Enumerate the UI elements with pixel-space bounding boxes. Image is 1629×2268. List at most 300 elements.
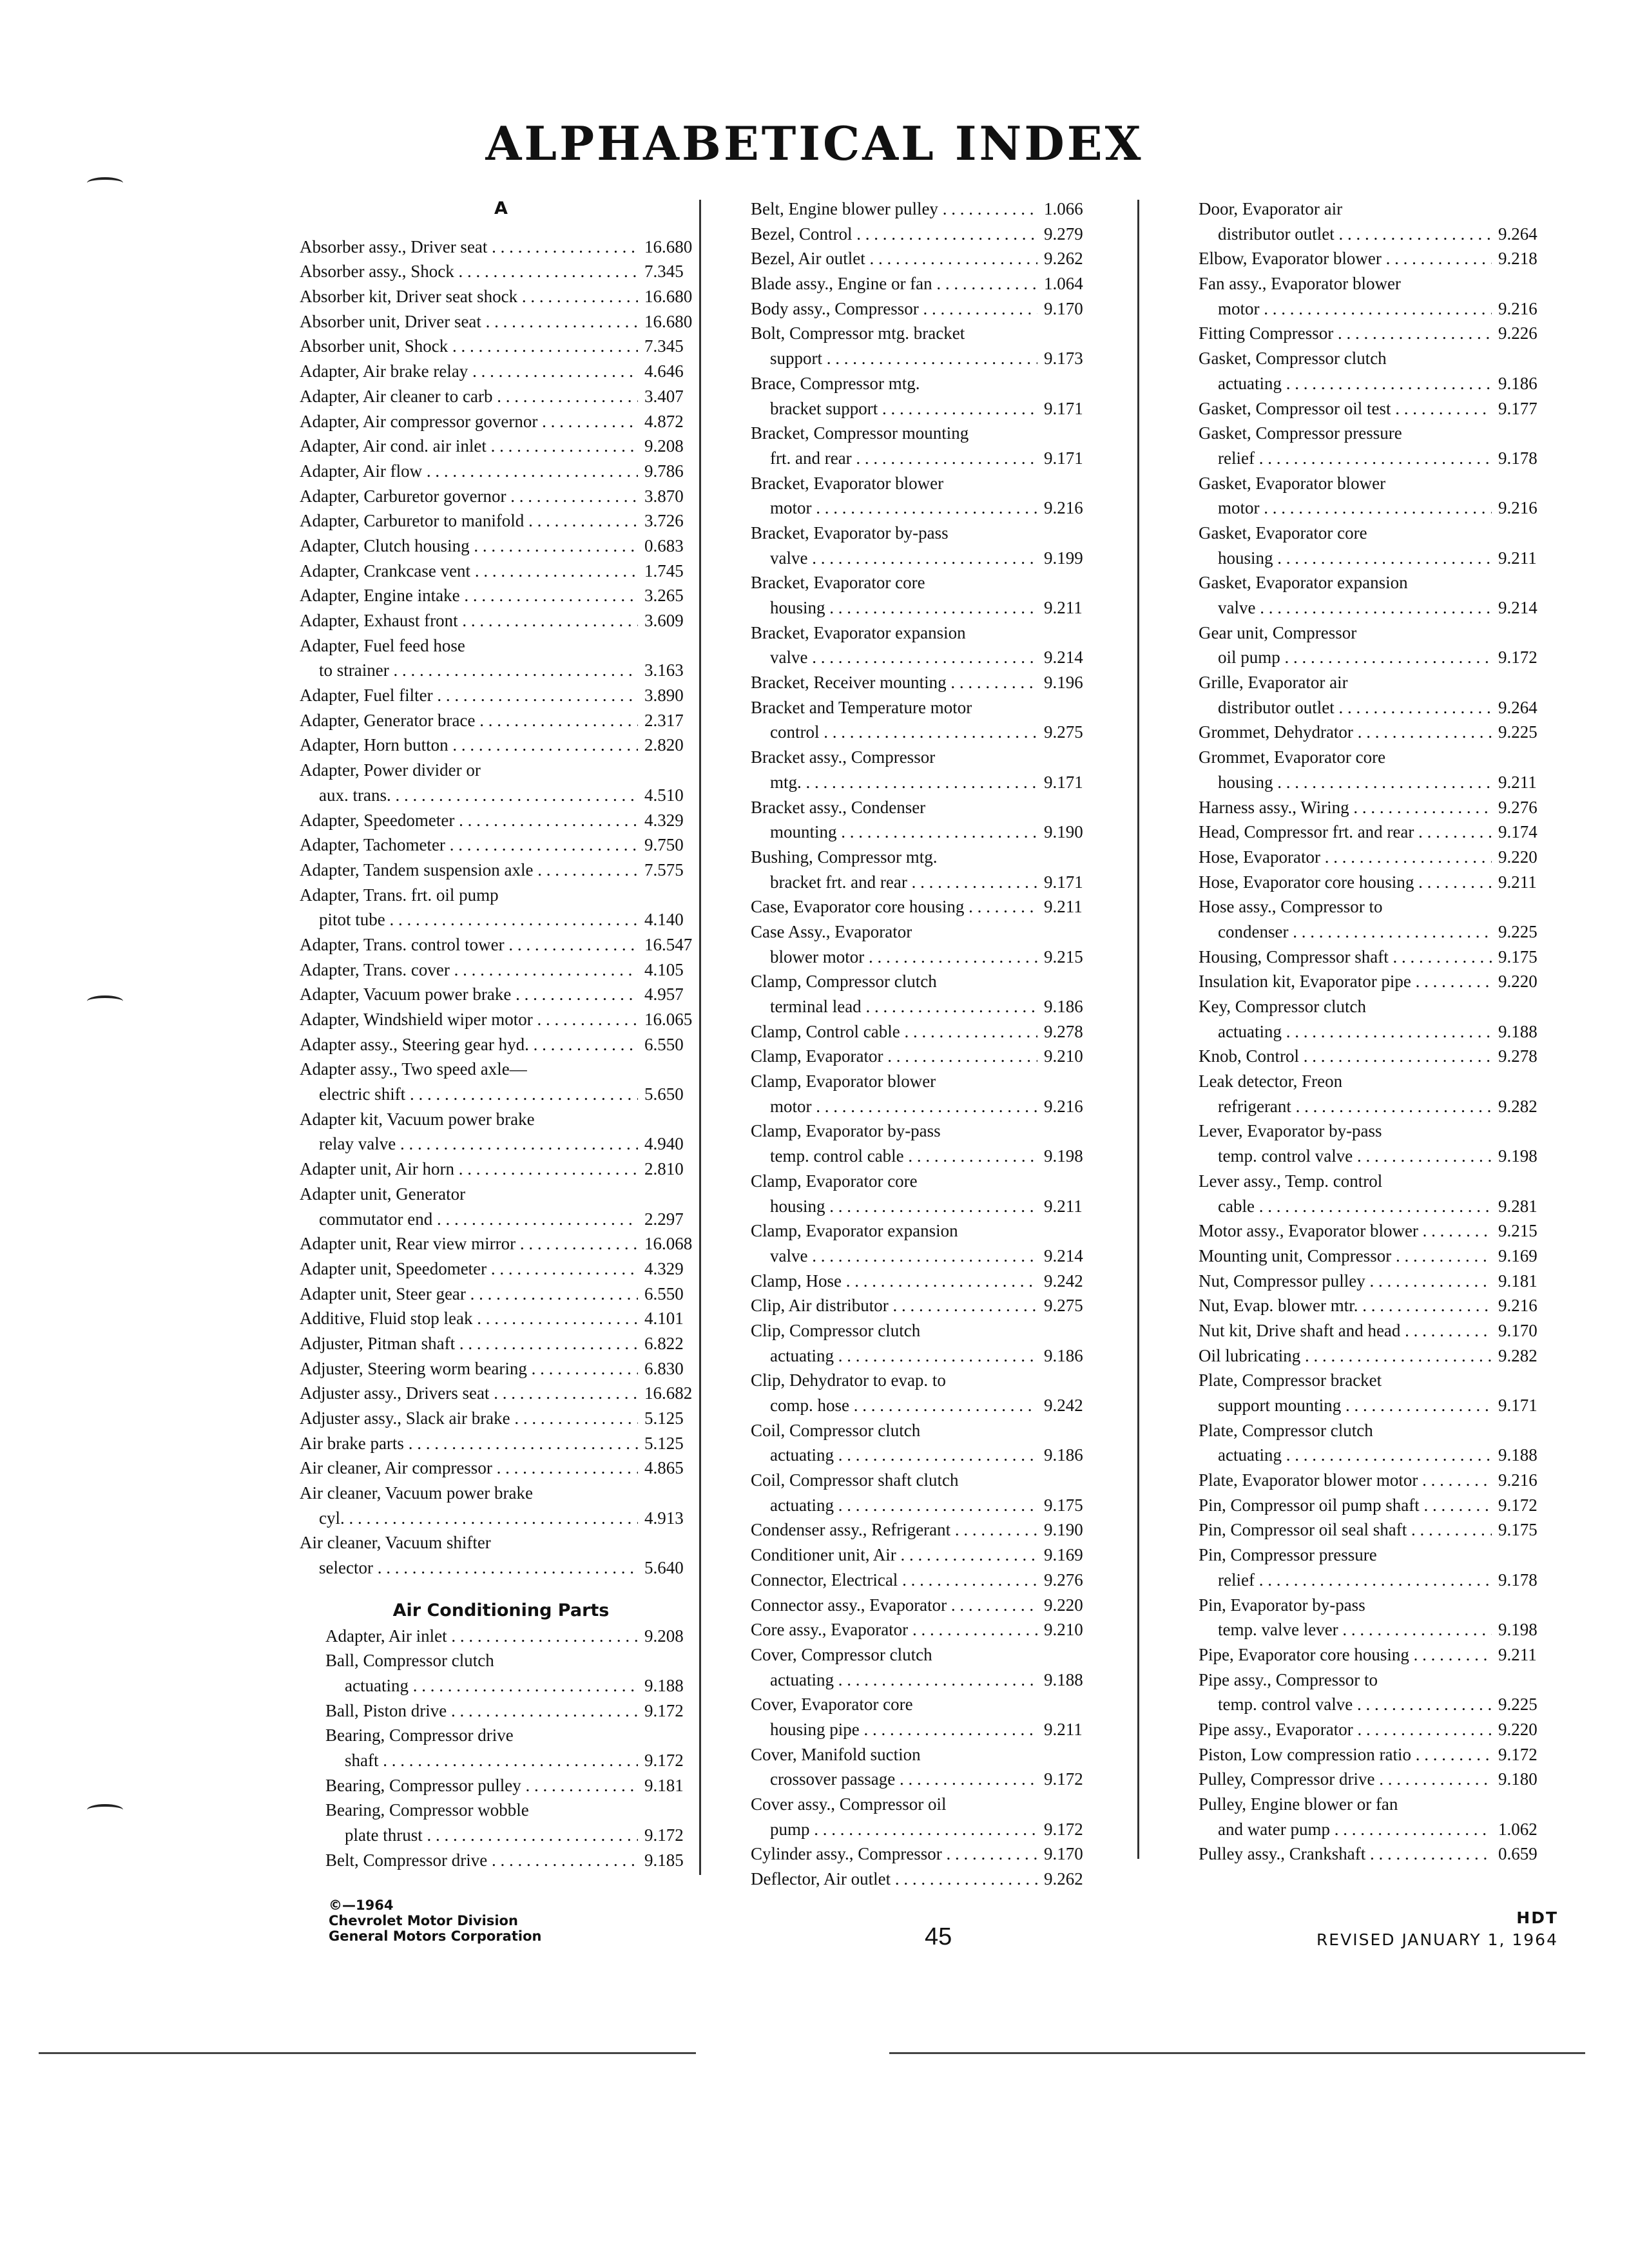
index-entry-continuation: actuating . . . [751, 1343, 1037, 1369]
index-entry-page: 9.188 [1498, 1021, 1537, 1041]
index-entry [751, 1144, 1105, 1169]
index-entry [300, 259, 702, 284]
index-entry-name: Clamp, Compressor clutch [751, 972, 937, 992]
index-entry-page: 9.216 [1498, 1296, 1537, 1316]
index-entry-page: 9.211 [1498, 772, 1537, 792]
section-subheading: Air Conditioning Parts [392, 1600, 610, 1620]
index-entry-name: Pulley, Compressor drive . . . [1199, 1767, 1492, 1792]
index-entry [300, 1306, 702, 1331]
index-entry-name: Bracket, Evaporator by-pass [751, 523, 949, 543]
index-entry-name: Adapter, Horn button . . . [300, 733, 638, 758]
index-entry-continuation: housing . . . [751, 1194, 1037, 1219]
index-entry-name: Hose, Evaporator core housing . . . [1199, 870, 1492, 895]
index-entry-page: 4.510 [644, 785, 684, 805]
index-entry-continuation: aux. trans. . . . [300, 783, 638, 808]
index-entry-continuation: motor . . . [751, 495, 1037, 521]
index-entry-name: Adapter, Trans. control tower . . . [300, 932, 638, 957]
index-entry-page: 9.170 [1498, 1320, 1537, 1340]
index-entry [1199, 495, 1559, 521]
index-entry-name: Bezel, Air outlet . . . [751, 246, 1037, 271]
index-entry [751, 1817, 1105, 1842]
index-entry-page: 7.345 [644, 336, 684, 356]
bottom-rule [39, 2052, 696, 2054]
index-entry-name: Absorber assy., Shock . . . [300, 259, 638, 284]
index-entry-page: 9.180 [1498, 1769, 1537, 1789]
index-entry-name: Adapter, Engine intake . . . [300, 583, 638, 608]
index-entry-page: 5.125 [644, 1408, 684, 1428]
index-entry [751, 1568, 1105, 1593]
index-entry-name: Gasket, Compressor pressure [1199, 423, 1402, 443]
index-entry [751, 197, 1105, 222]
index-entry-name: Pipe assy., Compressor to [1199, 1669, 1378, 1689]
index-entry-name: Grommet, Dehydrator . . . [1199, 720, 1492, 745]
index-entry-continuation: support mounting . . . [1199, 1393, 1492, 1418]
index-entry-name: Air cleaner, Vacuum power brake [300, 1483, 534, 1503]
index-entry-continuation: motor . . . [1199, 495, 1492, 521]
index-entry-page: 9.188 [644, 1675, 684, 1695]
corporation-name: General Motors Corporation [329, 1928, 542, 1944]
index-entry [1199, 945, 1559, 970]
index-entry-name: Pipe assy., Evaporator . . . [1199, 1717, 1492, 1742]
index-entry-name: Ball, Compressor clutch [325, 1651, 494, 1671]
index-entry-continuation: support . . . [751, 346, 1037, 371]
index-entry [751, 1393, 1105, 1418]
index-entry-page: 9.242 [1044, 1271, 1083, 1291]
index-entry-page: 9.220 [1498, 972, 1537, 992]
index-entry-page: 9.208 [644, 436, 684, 456]
index-entry-page: 9.216 [1498, 1470, 1537, 1490]
index-entry-continuation: actuating . . . [751, 1443, 1037, 1468]
index-entry-page: 9.171 [1044, 398, 1083, 418]
index-entry-continuation: distributor outlet . . . [1199, 222, 1492, 247]
index-entry [300, 1555, 702, 1581]
index-entry-page: 9.172 [644, 1700, 684, 1720]
index-entry-name: Bearing, Compressor wobble [325, 1800, 529, 1820]
index-entry [1199, 845, 1559, 870]
index-entry-name: Absorber assy., Driver seat . . . [300, 235, 638, 260]
index-entry [300, 1231, 702, 1256]
index-entry-page: 16.680 [644, 311, 693, 331]
index-entry-page: 9.215 [1498, 1221, 1537, 1241]
index-entry-page: 4.913 [644, 1508, 684, 1528]
index-entry-continuation: valve . . . [1199, 595, 1492, 620]
index-entry-page: 7.575 [644, 860, 684, 879]
index-entry-name: Air cleaner, Vacuum shifter [300, 1533, 491, 1553]
index-entry-page: 2.297 [644, 1209, 684, 1229]
index-entry-continuation: valve . . . [751, 546, 1037, 571]
index-entry [751, 495, 1105, 521]
index-entry-page: 16.680 [644, 236, 693, 256]
index-entry-name: Plate, Compressor clutch [1199, 1420, 1373, 1440]
index-entry-name: Adapter unit, Speedometer . . . [300, 1256, 638, 1282]
index-entry-continuation: crossover passage . . . [751, 1767, 1037, 1792]
index-entry-page: 9.218 [1498, 249, 1537, 269]
index-entry-page: 1.064 [1044, 274, 1083, 294]
index-entry-continuation: housing . . . [751, 595, 1037, 620]
index-entry [751, 645, 1105, 670]
index-entry-name: Adjuster assy., Drivers seat . . . [300, 1381, 638, 1406]
index-entry [1199, 1617, 1559, 1642]
index-entry [751, 446, 1105, 471]
index-entry-name: Cover, Evaporator core [751, 1695, 913, 1715]
index-entry-name: Nut kit, Drive shaft and head . . . [1199, 1318, 1492, 1343]
index-entry-page: 9.262 [1044, 1869, 1083, 1889]
section-letter: A [494, 198, 508, 218]
index-entry [751, 346, 1105, 371]
index-entry-name: Clamp, Hose . . . [751, 1269, 1037, 1294]
index-entry-continuation: actuating . . . [1199, 1019, 1492, 1044]
index-entry-page: 9.220 [1498, 847, 1537, 867]
index-entry [300, 858, 702, 883]
index-entry-page: 9.178 [1498, 1570, 1537, 1590]
index-entry-name: Bearing, Compressor drive [325, 1725, 514, 1745]
index-entry [300, 484, 702, 509]
index-entry-continuation: to strainer . . . [300, 658, 638, 683]
index-entry [751, 1542, 1105, 1568]
index-entry-name: Mounting unit, Compressor . . . [1199, 1244, 1492, 1269]
index-entry [300, 1381, 702, 1406]
index-entry [1199, 1742, 1559, 1767]
index-entry [300, 1032, 702, 1057]
index-entry-page: 9.214 [1044, 1245, 1083, 1265]
index-entry-name: Adapter, Air cond. air inlet . . . [300, 434, 638, 459]
index-entry-page: 9.276 [1044, 1570, 1083, 1590]
index-column-2 [751, 197, 1105, 1892]
index-entry-page: 3.890 [644, 686, 684, 706]
index-entry-page: 9.210 [1044, 1620, 1083, 1640]
index-entry [300, 1082, 702, 1107]
index-entry-page: 9.174 [1498, 822, 1537, 842]
index-entry [751, 870, 1105, 895]
index-entry-page: 9.172 [644, 1825, 684, 1845]
index-entry [300, 907, 702, 932]
index-entry-page: 16.547 [644, 934, 693, 954]
index-entry-continuation: pitot tube . . . [300, 907, 638, 932]
index-entry-page: 4.101 [644, 1309, 684, 1329]
binder-hole-mark [87, 1804, 123, 1816]
index-entry-page: 9.186 [1044, 1445, 1083, 1465]
index-entry [300, 583, 702, 608]
index-entry-name: Adapter, Vacuum power brake . . . [300, 982, 638, 1007]
index-entry-continuation: actuating . . . [1199, 1443, 1492, 1468]
index-entry-page: 5.125 [644, 1433, 684, 1453]
index-list [1199, 197, 1559, 1867]
revision-block [1316, 1907, 1558, 1951]
index-entry-page: 9.226 [1498, 323, 1537, 343]
index-entry-page: 3.163 [644, 660, 684, 680]
index-entry-name: Insulation kit, Evaporator pipe . . . [1199, 969, 1492, 994]
index-entry-name: Case Assy., Evaporator [751, 921, 912, 941]
index-entry-page: 3.265 [644, 586, 684, 606]
index-entry-page: 9.190 [1044, 822, 1083, 842]
index-entry [300, 1282, 702, 1307]
index-entry-continuation: motor . . . [751, 1094, 1037, 1119]
index-entry-name: Lever assy., Temp. control [1199, 1171, 1383, 1191]
index-entry-continuation: selector . . . [300, 1555, 638, 1581]
index-entry [1199, 222, 1559, 247]
index-entry [300, 683, 702, 708]
index-entry-page: 9.198 [1498, 1146, 1537, 1166]
index-entry-page: 6.550 [644, 1034, 684, 1054]
index-entry-name: Condenser assy., Refrigerant . . . [751, 1517, 1037, 1542]
index-entry-page: 3.609 [644, 611, 684, 630]
index-entry [751, 595, 1105, 620]
index-entry-name: Adapter unit, Rear view mirror . . . [300, 1231, 638, 1256]
index-entry-page: 3.407 [644, 386, 684, 406]
index-entry-page: 9.210 [1044, 1046, 1083, 1066]
index-entry-name: Plate, Evaporator blower motor . . . [1199, 1468, 1492, 1493]
index-entry [1199, 1517, 1559, 1542]
index-entry-name: Adapter, Air flow . . . [300, 459, 638, 484]
index-entry-page: 9.216 [1498, 298, 1537, 318]
index-entry-page: 9.175 [1044, 1495, 1083, 1515]
index-entry-name: Blade assy., Engine or fan . . . [751, 271, 1037, 296]
index-entry-page: 9.178 [1498, 448, 1537, 468]
index-entry-name: Adapter unit, Air horn . . . [300, 1157, 638, 1182]
index-entry-page: 4.329 [644, 810, 684, 830]
manual-code: HDT [1516, 1908, 1558, 1927]
index-entry [1199, 546, 1559, 571]
index-entry-page: 9.220 [1498, 1719, 1537, 1739]
index-entry [300, 1456, 702, 1481]
index-entry-name: Harness assy., Wiring . . . [1199, 795, 1492, 820]
page-number: 45 [925, 1923, 952, 1950]
index-entry-page: 9.216 [1044, 1096, 1083, 1116]
index-entry-name: Additive, Fluid stop leak . . . [300, 1306, 638, 1331]
page-title: ALPHABETICAL INDEX [485, 116, 1144, 171]
index-entry-name: Knob, Control . . . [1199, 1044, 1492, 1069]
index-entry-continuation: mounting . . . [751, 820, 1037, 845]
index-entry-name: Adapter unit, Generator [300, 1184, 466, 1204]
index-entry-continuation: actuating . . . [751, 1667, 1037, 1693]
index-entry-page: 9.171 [1044, 448, 1083, 468]
index-entry-continuation: housing . . . [1199, 546, 1492, 571]
index-entry-page: 9.185 [644, 1850, 684, 1870]
index-entry-continuation: bracket frt. and rear . . . [751, 870, 1037, 895]
index-entry-page: 9.190 [1044, 1520, 1083, 1540]
index-entry-name: Adapter, Crankcase vent . . . [300, 559, 638, 584]
index-entry-page: 5.650 [644, 1084, 684, 1104]
index-entry-continuation: valve . . . [751, 645, 1037, 670]
index-entry-continuation: relay valve . . . [300, 1131, 638, 1157]
index-entry-name: Adapter, Generator brace . . . [300, 708, 638, 733]
index-entry-name: Housing, Compressor shaft . . . [1199, 945, 1492, 970]
index-entry [300, 384, 702, 409]
index-entry [300, 409, 702, 434]
index-entry-name: Brace, Compressor mtg. [751, 373, 920, 393]
index-entry-name: Oil lubricating . . . [1199, 1343, 1492, 1369]
index-entry [300, 1207, 702, 1232]
index-entry [751, 271, 1105, 296]
index-entry-continuation: motor . . . [1199, 296, 1492, 322]
index-entry [325, 1748, 702, 1773]
index-entry-page: 9.264 [1498, 697, 1537, 717]
index-entry-name: Belt, Compressor drive . . . [325, 1848, 638, 1873]
index-entry [1199, 371, 1559, 396]
index-entry-name: Piston, Low compression ratio . . . [1199, 1742, 1492, 1767]
index-entry-page: 9.220 [1044, 1595, 1083, 1615]
index-entry-continuation: plate thrust . . . [325, 1823, 638, 1848]
index-entry-page: 9.211 [1044, 1719, 1083, 1739]
index-entry [1199, 870, 1559, 895]
index-entry-continuation: actuating . . . [751, 1493, 1037, 1518]
index-entry-name: Adapter, Speedometer . . . [300, 808, 638, 833]
index-entry-continuation: blower motor . . . [751, 945, 1037, 970]
index-entry [1199, 795, 1559, 820]
index-entry [300, 1157, 702, 1182]
index-entry [300, 334, 702, 359]
index-entry [751, 222, 1105, 247]
index-entry-name: Bolt, Compressor mtg. bracket [751, 323, 965, 343]
index-entry [325, 1848, 702, 1873]
index-entry [300, 733, 702, 758]
index-entry [1199, 770, 1559, 795]
index-entry [300, 508, 702, 533]
index-entry-name: Connector, Electrical . . . [751, 1568, 1037, 1593]
index-entry-name: Clamp, Control cable . . . [751, 1019, 1037, 1044]
index-entry [1199, 969, 1559, 994]
index-entry [751, 396, 1105, 421]
index-entry-name: Adapter, Air compressor governor . . . [300, 409, 638, 434]
copyright-year: ©—1964 [329, 1898, 394, 1913]
index-entry-name: Pin, Compressor oil pump shaft . . . [1199, 1493, 1492, 1518]
index-column-3 [1199, 197, 1559, 1867]
index-entry-page: 16.682 [644, 1383, 693, 1403]
index-entry-continuation: temp. control valve . . . [1199, 1692, 1492, 1717]
index-entry-page: 9.172 [1044, 1819, 1083, 1839]
index-entry-name: Bracket assy., Compressor [751, 747, 936, 767]
index-entry-page: 6.550 [644, 1283, 684, 1303]
index-entry-name: Fan assy., Evaporator blower [1199, 274, 1401, 294]
index-entry-page: 4.646 [644, 361, 684, 381]
index-entry [751, 1244, 1105, 1269]
index-entry-page: 9.279 [1044, 224, 1083, 244]
index-entry [1199, 1692, 1559, 1717]
index-entry-name: Hose assy., Compressor to [1199, 897, 1383, 917]
index-entry-name: Adapter, Carburetor governor . . . [300, 484, 638, 509]
index-entry [300, 1331, 702, 1356]
index-entry [1199, 1468, 1559, 1493]
index-entry [751, 296, 1105, 322]
index-list [751, 197, 1105, 1892]
index-entry-page: 9.169 [1498, 1245, 1537, 1265]
index-entry-page: 9.188 [1498, 1445, 1537, 1465]
index-entry [1199, 1841, 1559, 1867]
index-entry-name: Belt, Engine blower pulley . . . [751, 197, 1037, 222]
index-entry-name: Door, Evaporator air [1199, 199, 1343, 218]
index-entry [751, 546, 1105, 571]
index-entry-name: Clip, Dehydrator to evap. to [751, 1370, 946, 1390]
index-entry-name: Adapter, Exhaust front . . . [300, 608, 638, 633]
index-entry-name: Cover, Manifold suction [751, 1744, 921, 1764]
index-entry-page: 9.278 [1498, 1046, 1537, 1066]
index-entry-name: Coil, Compressor clutch [751, 1420, 921, 1440]
index-entry [300, 932, 702, 957]
index-entry-page: 4.872 [644, 411, 684, 431]
index-entry-page: 9.172 [1044, 1769, 1083, 1789]
index-entry-page: 9.282 [1498, 1345, 1537, 1365]
index-entry [300, 1007, 702, 1032]
index-entry [751, 1493, 1105, 1518]
index-entry [1199, 1244, 1559, 1269]
index-entry [1199, 396, 1559, 421]
index-entry [325, 1698, 702, 1724]
index-entry [300, 982, 702, 1007]
index-entry-continuation: comp. hose . . . [751, 1393, 1037, 1418]
index-entry [1199, 1194, 1559, 1219]
index-entry-page: 9.171 [1044, 772, 1083, 792]
index-entry-name: Nut, Evap. blower mtr. . . . [1199, 1293, 1492, 1318]
index-entry [1199, 1019, 1559, 1044]
index-entry [751, 1593, 1105, 1618]
index-entry-page: 9.216 [1498, 498, 1537, 518]
index-entry [1199, 919, 1559, 945]
index-entry [325, 1624, 702, 1649]
index-entry-page: 9.208 [644, 1626, 684, 1646]
index-entry-name: Lever, Evaporator by-pass [1199, 1121, 1382, 1141]
index-entry [300, 309, 702, 334]
index-entry-name: Bracket and Temperature motor [751, 697, 972, 717]
index-entry [300, 359, 702, 384]
index-entry-continuation: housing pipe . . . [751, 1717, 1037, 1742]
index-entry-name: Pin, Compressor oil seal shaft . . . [1199, 1517, 1492, 1542]
index-entry-name: Bracket, Evaporator core [751, 573, 925, 593]
index-entry-page: 9.172 [1498, 648, 1537, 668]
index-entry [751, 820, 1105, 845]
index-entry [300, 658, 702, 683]
index-entry-page: 9.171 [1044, 872, 1083, 892]
index-entry-page: 9.225 [1498, 722, 1537, 742]
index-entry-page: 9.170 [1044, 298, 1083, 318]
index-entry-name: Pulley, Engine blower or fan [1199, 1794, 1398, 1814]
index-entry [751, 1841, 1105, 1867]
index-entry-page: 9.175 [1498, 947, 1537, 966]
index-entry-continuation: frt. and rear . . . [751, 446, 1037, 471]
index-entry [751, 770, 1105, 795]
index-entry-continuation: actuating . . . [1199, 371, 1492, 396]
index-entry-name: Clamp, Evaporator blower [751, 1072, 936, 1091]
index-entry-name: Deflector, Air outlet . . . [751, 1867, 1037, 1892]
index-entry [300, 783, 702, 808]
index-entry [300, 832, 702, 858]
index-entry [751, 1044, 1105, 1069]
index-entry-page: 9.215 [1044, 947, 1083, 966]
index-entry [1199, 1767, 1559, 1792]
index-entry [1199, 1144, 1559, 1169]
index-entry [300, 957, 702, 983]
index-entry-name: Core assy., Evaporator . . . [751, 1617, 1037, 1642]
index-entry-name: Leak detector, Freon [1199, 1072, 1343, 1091]
index-entry-name: Adapter, Fuel feed hose [300, 635, 465, 655]
index-entry-continuation: commutator end . . . [300, 1207, 638, 1232]
index-entry [325, 1673, 702, 1698]
index-entry [751, 1517, 1105, 1542]
index-entry-name: Pin, Evaporator by-pass [1199, 1595, 1365, 1615]
index-entry-name: Gasket, Compressor clutch [1199, 349, 1387, 369]
index-entry-continuation: distributor outlet . . . [1199, 695, 1492, 720]
index-entry-name: Pulley assy., Crankshaft . . . [1199, 1841, 1492, 1867]
index-entry-page: 9.188 [1044, 1669, 1083, 1689]
index-entry-name: Bracket, Receiver mounting . . . [751, 670, 1037, 695]
index-entry-name: Clip, Compressor clutch [751, 1320, 921, 1340]
index-entry-name: Adapter, Fuel filter . . . [300, 683, 638, 708]
index-entry-continuation: relief . . . [1199, 1568, 1492, 1593]
index-entry [300, 1131, 702, 1157]
index-entry-page: 1.062 [1498, 1819, 1537, 1839]
index-entry-page: 9.186 [1044, 1345, 1083, 1365]
index-entry [751, 1019, 1105, 1044]
index-entry-name: Nut, Compressor pulley . . . [1199, 1269, 1492, 1294]
